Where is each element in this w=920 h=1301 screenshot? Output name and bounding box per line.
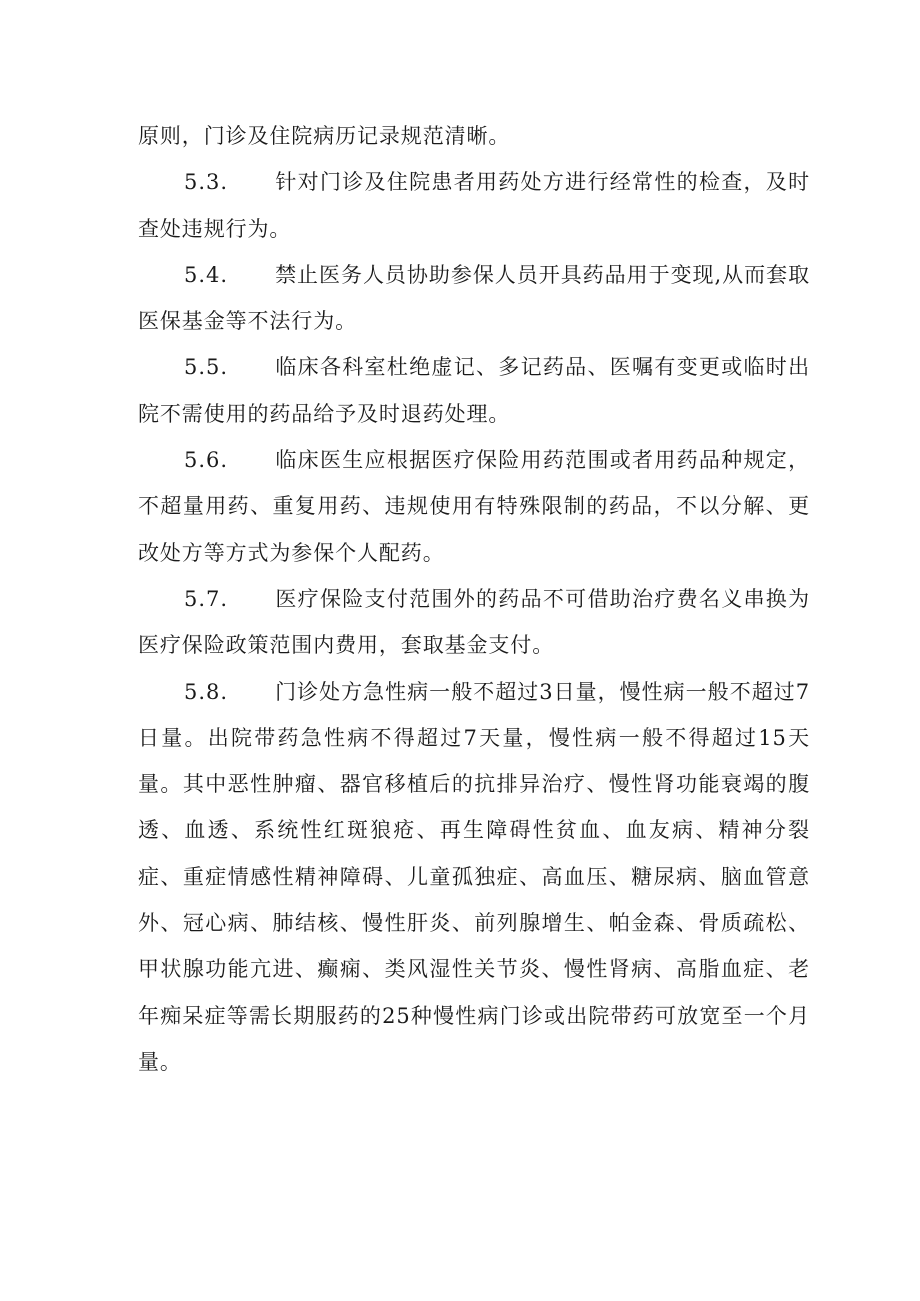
section-5-5	[138, 344, 810, 437]
section-5-4	[138, 252, 810, 345]
section-text: 临床医生应根据医疗保险用药范围或者用药品种规定，不超量用药、重复用药、违规使用有特殊限制的药品，不以分解、更改处方等方式为参保个人配药。	[138, 448, 810, 565]
section-number: 5.3.	[184, 170, 229, 195]
section-text: 针对门诊及住院患者用药处方进行经常性的检查，及时查处违规行为。	[138, 170, 810, 241]
section-5-3	[138, 159, 810, 252]
section-5-6	[138, 437, 810, 576]
section-5-8	[138, 669, 810, 1086]
section-number: 5.4.	[184, 262, 229, 287]
section-number: 5.5.	[184, 355, 229, 380]
section-text: 禁止医务人员协助参保人员开具药品用于变现,从而套取医保基金等不法行为。	[138, 262, 810, 334]
lead-paragraph: 原则，门诊及住院病历记录规范清晰。	[138, 124, 511, 148]
section-text: 临床各科室杜绝虚记、多记药品、医嘱有变更或临时出院不需使用的药品给予及时退药处理。	[138, 355, 810, 426]
section-number: 5.7.	[184, 586, 229, 611]
section-5-7	[138, 576, 810, 669]
section-text: 医疗保险支付范围外的药品不可借助治疗费名义串换为医疗保险政策范围内费用，套取基金支付。	[138, 586, 810, 658]
section-text: 门诊处方急性病一般不超过3日量，慢性病一般不超过7日量。出院带药急性病不得超过7天量，慢性病一般不得超过15天量。其中恶性肿瘤、器官移植后的抗排异治疗、慢性肾功能衰竭的腹透、血透、系统性红斑狼疮、再生障碍性贫血、血友病、精神分裂症、重症情感性精神障碍、儿童孤独症、高血压、糖尿病、脑血管意外、冠心病、肺结核、慢性肝炎、前列腺增生、帕金森、骨质疏松、甲状腺功能亢进、癫痫、类风湿性关节炎、慢性肾病、高脂血症、老年痴呆症等需长期服药的25种慢性病门诊或出院带药可放宽至一个月量。	[138, 679, 810, 1074]
section-number: 5.6.	[184, 448, 229, 473]
section-number: 5.8.	[184, 679, 229, 704]
document-body	[138, 113, 810, 1085]
